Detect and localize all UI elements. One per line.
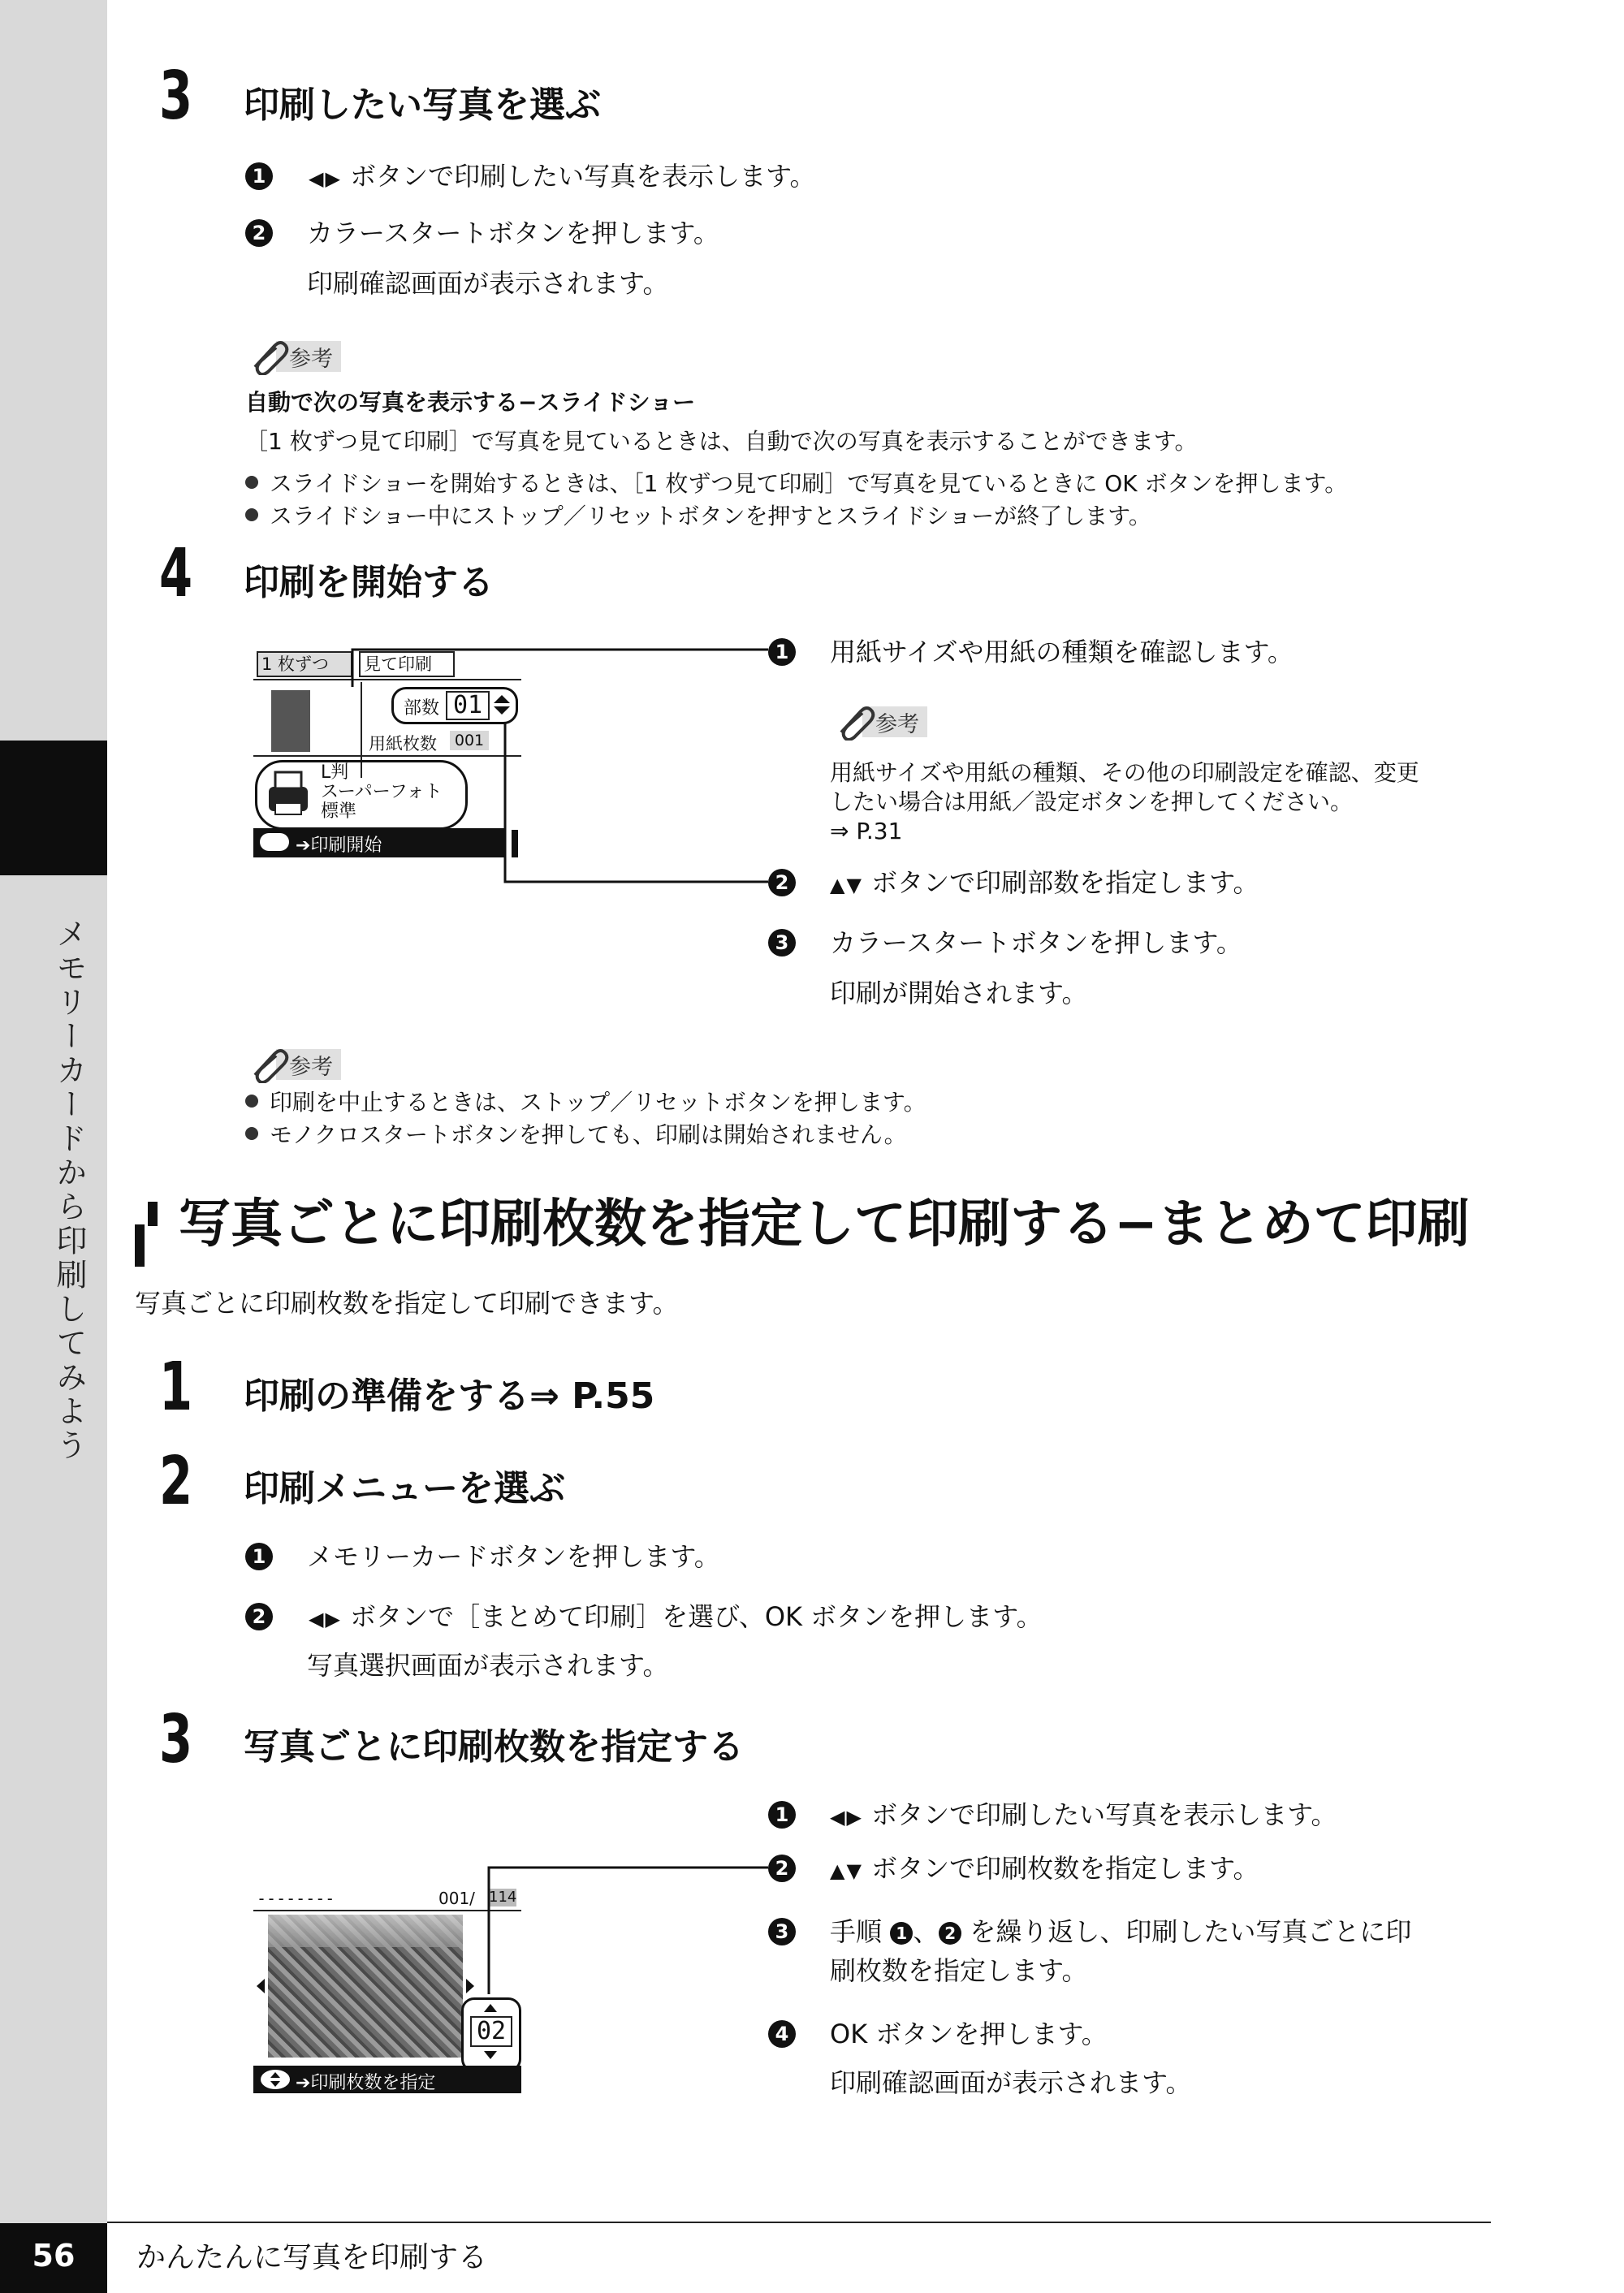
marker-1: 1 — [245, 1543, 273, 1570]
down-arrow-icon — [483, 2050, 498, 2060]
marker-2: 2 — [245, 1603, 273, 1630]
section-intro: 写真ごとに印刷枚数を指定して印刷できます。 — [135, 1288, 679, 1319]
left-right-arrows-icon: ◀▶ — [309, 1608, 342, 1630]
memo-bullet — [245, 1088, 926, 1116]
step-item: カラースタートボタンを押します。 — [830, 927, 1242, 958]
memo-text: 用紙サイズや用紙の種類、その他の印刷設定を確認、変更 — [830, 759, 1419, 786]
marker-1-inline: 1 — [890, 1922, 913, 1945]
item-text: ボタンで印刷枚数を指定します。 — [871, 1853, 1259, 1884]
lcd-dashes: -------- — [257, 1889, 335, 1908]
paper-size: L判 — [321, 762, 349, 783]
sheets-value: 001 — [450, 731, 489, 750]
marker-2: 2 — [768, 1855, 796, 1882]
marker-3: 3 — [768, 929, 796, 956]
step-title: 写真ごとに印刷枚数を指定する — [244, 1726, 744, 1768]
step-item: OK ボタンを押します。 — [830, 2019, 1108, 2049]
sidebar-vertical-label: メモリーカードから印刷してみよう — [51, 918, 87, 1463]
step-item: メモリーカードボタンを押します。 — [307, 1541, 720, 1572]
footer-rule — [107, 2222, 1491, 2223]
memo-badge — [833, 702, 929, 741]
step-title: 印刷の準備をする⇒ P.55 — [244, 1375, 655, 1417]
bullet-text: スライドショーを開始するときは、［1 枚ずつ見て印刷］で写真を見ているときに OK ボタンを押します。 — [270, 470, 1348, 497]
step-item — [830, 867, 1259, 898]
up-down-button-icon — [260, 2069, 291, 2090]
marker-1: 1 — [245, 162, 273, 190]
marker-1: 1 — [768, 638, 796, 666]
copies-value: 01 — [446, 691, 490, 720]
print-quality: 標準 — [321, 801, 357, 822]
item-text: ボタンで印刷したい写真を表示します。 — [871, 1799, 1337, 1830]
item-text: ボタンで印刷したい写真を表示します。 — [350, 161, 816, 192]
step-item-sub: 印刷が開始されます。 — [830, 978, 1088, 1008]
bullet-text: モノクロスタートボタンを押しても、印刷は開始されません。 — [270, 1121, 907, 1148]
step-title: 印刷したい写真を選ぶ — [244, 84, 601, 126]
item-text: ボタンで［まとめて印刷］を選び、OK ボタンを押します。 — [350, 1601, 1043, 1632]
marker-4: 4 — [768, 2020, 796, 2048]
memo-label: 参考 — [289, 347, 333, 372]
step-number: 1 — [159, 1349, 193, 1426]
memo-body: ［1 枚ずつ見て印刷］で写真を見ているときは、自動で次の写真を表示することができます。 — [245, 428, 1198, 455]
step-number: 3 — [159, 1701, 193, 1778]
section-heading: 写真ごとに印刷枚数を指定して印刷する−まとめて印刷 — [179, 1194, 1470, 1254]
heading-bar-icon — [148, 1202, 158, 1226]
step-item-sub: 印刷確認画面が表示されます。 — [307, 268, 669, 299]
step-number: 2 — [159, 1443, 193, 1520]
memo-heading: 自動で次の写真を表示する−スライドショー — [245, 389, 696, 416]
step-item: カラースタートボタンを押します。 — [307, 218, 719, 248]
step-number: 4 — [159, 535, 193, 612]
step-title: 印刷を開始する — [244, 562, 494, 603]
up-down-arrows-icon: ▲▼ — [830, 1859, 863, 1882]
memo-text: したい場合は用紙／設定ボタンを押してください。 — [830, 788, 1354, 815]
heading-bar-icon — [135, 1224, 145, 1267]
memo-bullet — [245, 1121, 907, 1149]
item-text: を繰り返し、印刷したい写真ごとに印 — [970, 1916, 1412, 1947]
up-down-arrows-icon: ▲▼ — [830, 874, 863, 896]
step-item — [830, 1853, 1259, 1884]
item-text: 、 — [913, 1916, 939, 1947]
photo-total: 114 — [489, 1889, 517, 1906]
left-right-arrows-icon: ◀▶ — [830, 1806, 863, 1829]
step-number: 3 — [159, 58, 193, 135]
print-count: 02 — [470, 2016, 512, 2047]
lcd-action-bar — [253, 2066, 521, 2093]
paper-type: スーパーフォト — [321, 782, 443, 802]
lcd-action-text: ➔印刷開始 — [296, 836, 382, 856]
memo-label: 参考 — [289, 1055, 333, 1080]
marker-2: 2 — [768, 869, 796, 896]
step-item-sub: 印刷確認画面が表示されます。 — [830, 2067, 1192, 2098]
bullet-text: 印刷を中止するときは、ストップ／リセットボタンを押します。 — [270, 1089, 926, 1116]
footer-title: かんたんに写真を印刷する — [136, 2241, 488, 2274]
left-right-arrows-icon: ◀▶ — [309, 167, 342, 190]
marker-2: 2 — [245, 219, 273, 247]
step-item-sub: 写真選択画面が表示されます。 — [307, 1650, 669, 1681]
bullet-text: スライドショー中にストップ／リセットボタンを押すとスライドショーが終了します。 — [270, 503, 1151, 529]
lcd-tab-2: 見て印刷 — [359, 651, 455, 677]
marker-2-inline: 2 — [939, 1922, 961, 1945]
memo-label: 参考 — [875, 712, 919, 737]
step-item — [830, 1916, 1411, 1947]
step-item: 刷枚数を指定します。 — [830, 1955, 1088, 1986]
step-item — [309, 1601, 1043, 1632]
sheets-label: 用紙枚数 — [369, 734, 437, 754]
lcd-tab-1: 1 枚ずつ — [257, 651, 352, 677]
photo-counter: 001/ — [438, 1889, 475, 1908]
memo-page-ref: ⇒ P.31 — [830, 818, 903, 844]
bullet-icon — [245, 1095, 258, 1108]
item-text: 手順 — [830, 1916, 883, 1947]
callout-lines — [0, 0, 1624, 974]
step-title: 印刷メニューを選ぶ — [244, 1468, 565, 1509]
bullet-icon — [245, 1127, 258, 1140]
memo-badge — [247, 1044, 343, 1083]
page-number: 56 — [0, 2223, 107, 2293]
item-text: ボタンで印刷部数を指定します。 — [871, 867, 1259, 898]
marker-3: 3 — [768, 1918, 796, 1945]
step-item: 用紙サイズや用紙の種類を確認します。 — [830, 637, 1294, 667]
step-item — [830, 1799, 1337, 1830]
lcd-action-text: ➔印刷枚数を指定 — [296, 2073, 436, 2093]
marker-1: 1 — [768, 1801, 796, 1829]
copies-label: 部数 — [404, 698, 440, 719]
